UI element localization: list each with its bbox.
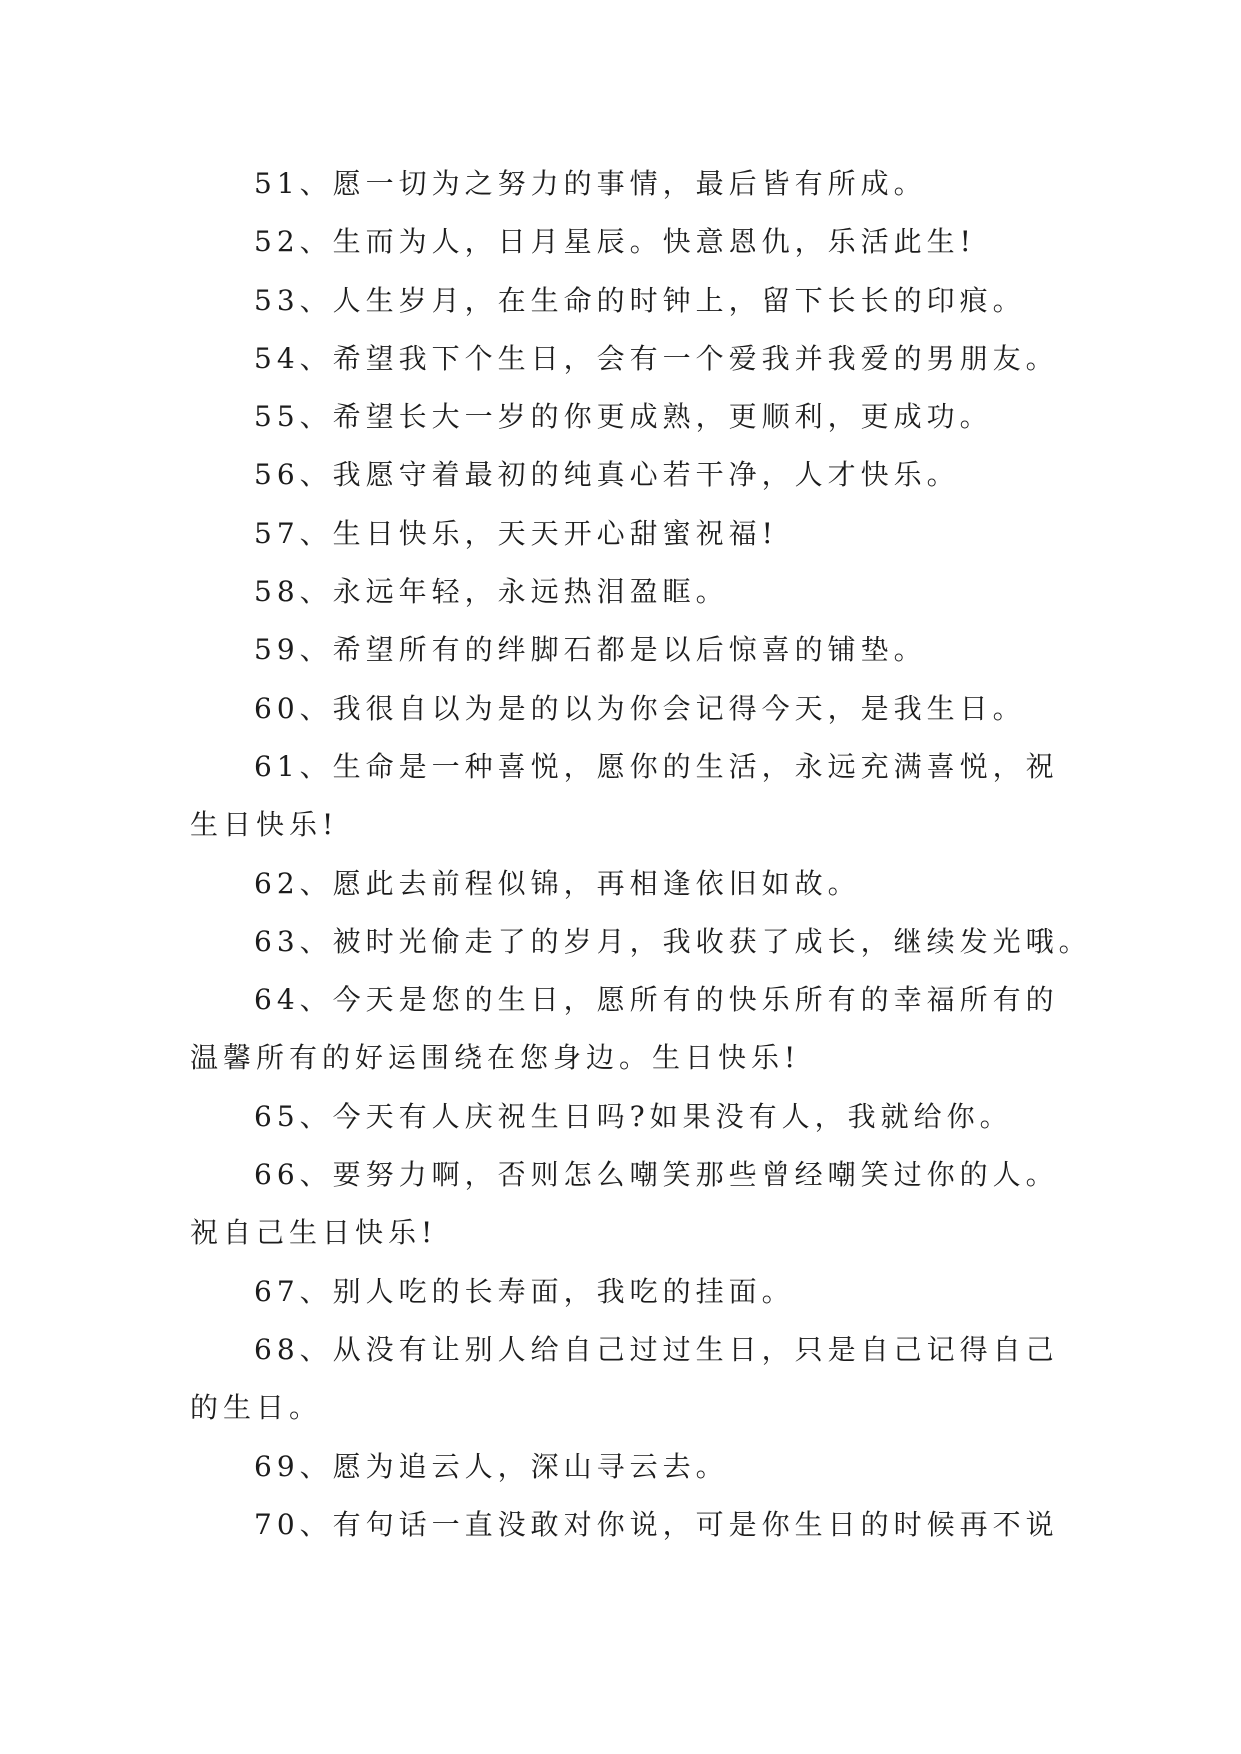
paragraph-65: 65、今天有人庆祝生日吗?如果没有人，我就给你。	[254, 1099, 1013, 1133]
paragraph-52: 52、生而为人，日月星辰。快意恩仇，乐活此生!	[254, 225, 976, 259]
paragraph-59: 59、希望所有的绊脚石都是以后惊喜的铺垫。	[254, 633, 927, 667]
paragraph-64-continuation: 温馨所有的好运围绕在您身边。生日快乐!	[190, 1041, 801, 1075]
paragraph-53: 53、人生岁月，在生命的时钟上，留下长长的印痕。	[254, 283, 1026, 317]
paragraph-61-continuation: 生日快乐!	[190, 808, 339, 842]
paragraph-69: 69、愿为追云人，深山寻云去。	[254, 1449, 729, 1483]
paragraph-64: 64、今天是您的生日，愿所有的快乐所有的幸福所有的	[254, 983, 1059, 1017]
paragraph-68: 68、从没有让别人给自己过过生日，只是自己记得自己	[254, 1332, 1059, 1366]
paragraph-70: 70、有句话一直没敢对你说，可是你生日的时候再不说	[254, 1507, 1059, 1541]
paragraph-57: 57、生日快乐，天天开心甜蜜祝福!	[254, 516, 778, 550]
paragraph-58: 58、永远年轻，永远热泪盈眶。	[254, 575, 729, 609]
paragraph-54: 54、希望我下个生日，会有一个爱我并我爱的男朋友。	[254, 341, 1059, 375]
paragraph-55: 55、希望长大一岁的你更成熟，更顺利，更成功。	[254, 400, 993, 434]
paragraph-62: 62、愿此去前程似锦，再相逢依旧如故。	[254, 866, 861, 900]
paragraph-51: 51、愿一切为之努力的事情，最后皆有所成。	[254, 167, 927, 200]
paragraph-67: 67、别人吃的长寿面，我吃的挂面。	[254, 1274, 795, 1308]
paragraph-68-continuation: 的生日。	[190, 1391, 323, 1425]
paragraph-66-continuation: 祝自己生日快乐!	[190, 1216, 438, 1250]
paragraph-63: 63、被时光偷走了的岁月，我收获了成长，继续发光哦。	[254, 924, 1092, 958]
paragraph-61: 61、生命是一种喜悦，愿你的生活，永远充满喜悦，祝	[254, 749, 1059, 783]
paragraph-66: 66、要努力啊，否则怎么嘲笑那些曾经嘲笑过你的人。	[254, 1158, 1059, 1192]
document-body	[190, 155, 1090, 1554]
paragraph-56: 56、我愿守着最初的纯真心若干净，人才快乐。	[254, 458, 960, 492]
paragraph-60: 60、我很自以为是的以为你会记得今天，是我生日。	[254, 691, 1026, 725]
